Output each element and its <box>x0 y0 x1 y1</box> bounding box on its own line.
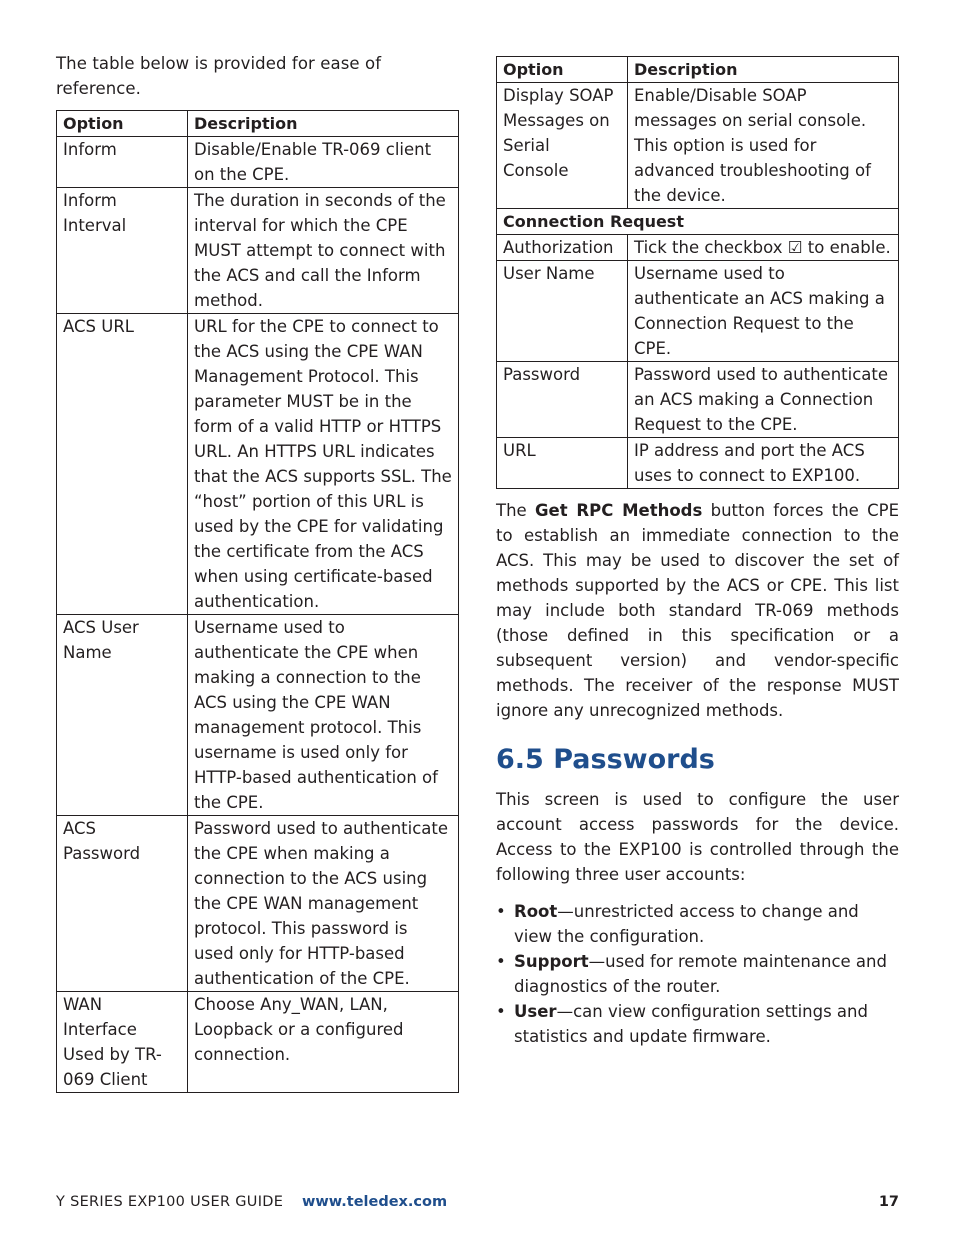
option-cell: ACS URL <box>57 314 188 615</box>
rpc-methods-paragraph <box>496 498 899 723</box>
table-header-row <box>57 111 459 137</box>
bullet-glyph: • <box>496 902 506 921</box>
table-row <box>57 188 459 314</box>
connection-request-label: Connection Request <box>497 209 899 235</box>
table-row <box>497 438 899 489</box>
account-name: Support <box>514 952 589 971</box>
tr069-options-table <box>56 110 459 1093</box>
left-column <box>56 51 459 1093</box>
get-rpc-methods-term: Get RPC Methods <box>534 501 703 520</box>
account-text: —unrestricted access to change and view the configuration. <box>514 902 859 946</box>
description-cell: IP address and port the ACS uses to connect to EXP100. <box>628 438 899 489</box>
header-description: Description <box>628 57 899 83</box>
table-intro: The table below is provided for ease of reference. <box>56 54 382 98</box>
bullet-glyph: • <box>496 1002 506 1021</box>
description-cell: Disable/Enable TR-069 client on the CPE. <box>188 137 459 188</box>
list-item <box>496 899 899 949</box>
description-cell: Enable/Disable SOAP messages on serial console. This option is used for advanced troubleshooting of the device. <box>628 83 899 209</box>
description-cell: Username used to authenticate the CPE when making a connection to the ACS using the CPE WAN management protocol. This username is used only for HTTP-based authentication of the CPE. <box>188 615 459 816</box>
description-cell: Password used to authenticate the CPE when making a connection to the ACS using the CPE WAN management protocol. This password is used only for HTTP-based authentication of the CPE. <box>188 816 459 992</box>
table-row <box>57 992 459 1093</box>
description-cell: The duration in seconds of the interval for which the CPE MUST attempt to connect with the ACS and call the Inform method. <box>188 188 459 314</box>
passwords-intro: This screen is used to configure the user account access passwords for the device. Access to the EXP100 is controlled through the following three user accounts: <box>496 790 899 884</box>
option-cell: Inform Interval <box>57 188 188 314</box>
rpc-text-pre: The <box>496 501 535 520</box>
option-cell: URL <box>497 438 628 489</box>
list-item <box>496 999 899 1049</box>
description-cell: Password used to authenticate an ACS making a Connection Request to the CPE. <box>628 362 899 438</box>
table-row <box>497 83 899 209</box>
table-row <box>57 137 459 188</box>
website-link[interactable]: www.teledex.com <box>302 1194 448 1210</box>
header-option: Option <box>497 57 628 83</box>
user-accounts-list <box>496 899 899 1049</box>
option-cell: User Name <box>497 261 628 362</box>
option-cell: Password <box>497 362 628 438</box>
connection-options-table <box>496 56 899 489</box>
description-cell: Tick the checkbox ☑ to enable. <box>628 235 899 261</box>
option-cell: WAN Interface Used by TR-069 Client <box>57 992 188 1093</box>
table-row <box>57 314 459 615</box>
section-row <box>497 209 899 235</box>
account-text: —can view configuration settings and statistics and update firmware. <box>514 1002 868 1046</box>
list-item <box>496 949 899 999</box>
rpc-text-post: button forces the CPE to establish an immediate connection to the ACS. This may be used to discover the set of methods supported by the ACS or CPE. This list may include both standard TR-069 methods (those defined in this specification or a subsequent version) and vendor-specific methods. The receiver of the response MUST ignore any unrecognized methods. <box>496 501 900 720</box>
option-cell: Inform <box>57 137 188 188</box>
option-cell: ACS User Name <box>57 615 188 816</box>
header-option: Option <box>57 111 188 137</box>
option-cell: Display SOAP Messages on Serial Console <box>497 83 628 209</box>
section-title: 6.5 Passwords <box>496 744 715 775</box>
description-cell: Username used to authenticate an ACS making a Connection Request to the CPE. <box>628 261 899 362</box>
right-column <box>496 56 899 1049</box>
account-name: User <box>514 1002 557 1021</box>
guide-title: Y SERIES EXP100 USER GUIDE <box>56 1194 284 1210</box>
table-row <box>57 615 459 816</box>
option-cell: ACS Password <box>57 816 188 992</box>
account-name: Root <box>514 902 558 921</box>
description-cell: Choose Any_WAN, LAN, Loopback or a configured connection. <box>188 992 459 1093</box>
option-cell: Authorization <box>497 235 628 261</box>
account-text: —used for remote maintenance and diagnostics of the router. <box>514 952 887 996</box>
bullet-glyph: • <box>496 952 506 971</box>
page-number: 17 <box>878 1194 899 1210</box>
description-cell: URL for the CPE to connect to the ACS using the CPE WAN Management Protocol. This parameter MUST be in the form of a valid HTTP or HTTPS URL. An HTTPS URL indicates that the ACS supports SSL. The “host” portion of this URL is used by the CPE for validating the certificate from the ACS when using certificate-based authentication. <box>188 314 459 615</box>
table-row <box>57 816 459 992</box>
table-row <box>497 235 899 261</box>
table-row <box>497 261 899 362</box>
table-row <box>497 362 899 438</box>
table-header-row <box>497 57 899 83</box>
header-description: Description <box>188 111 459 137</box>
